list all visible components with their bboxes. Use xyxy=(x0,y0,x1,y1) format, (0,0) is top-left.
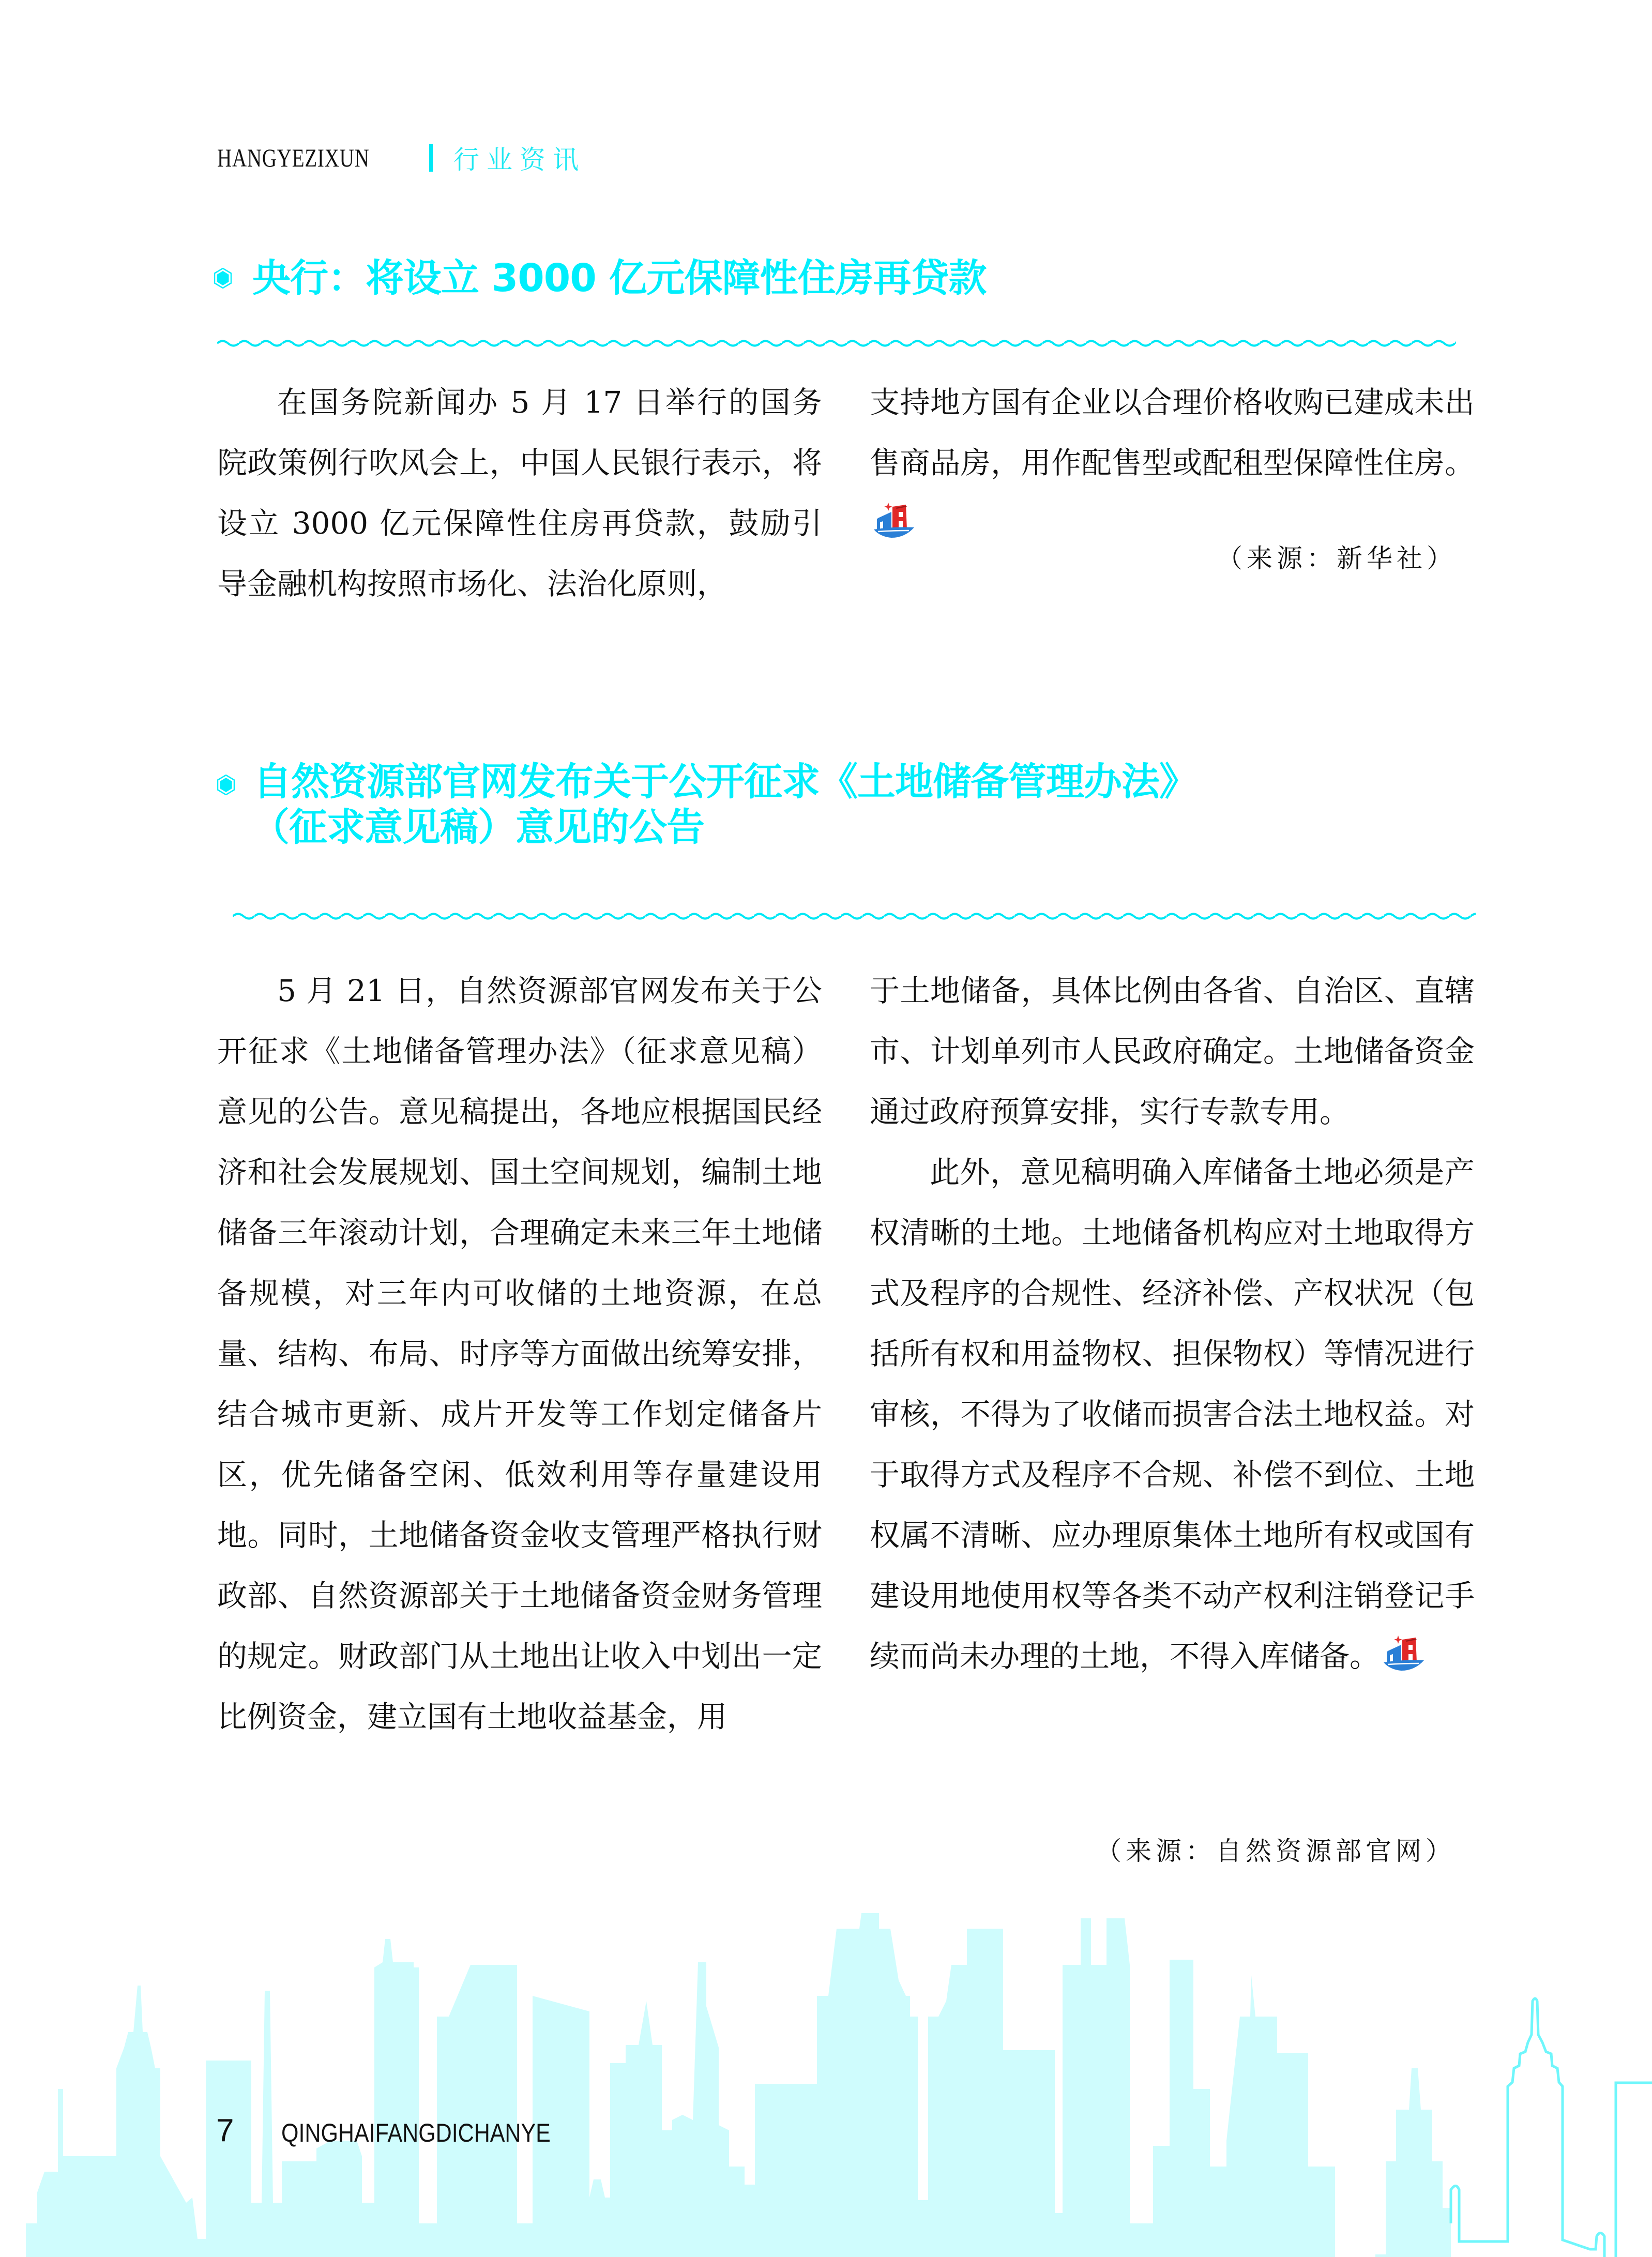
section-name-english: HANGYEZIXUN xyxy=(217,143,370,172)
paragraph xyxy=(870,372,1475,554)
article-2-source: （来源：自然资源部官网） xyxy=(1096,1836,1456,1866)
paragraph: 在国务院新闻办 5 月 17 日举行的国务院政策例行吹风会上，中国人民银行表示，将设立 3000 亿元保障性住房再贷款，鼓励引导金融机构按照市场化、法治化原则， xyxy=(217,385,822,601)
title-line: （征求意见稿）意见的公告 xyxy=(251,805,704,850)
article-1-source: （来源：新华社） xyxy=(1217,543,1457,573)
wavy-divider xyxy=(217,338,1456,349)
house-logo-icon xyxy=(873,501,915,539)
title-line: 央行：将设立 3000 亿元保障性住房再贷款 xyxy=(252,256,987,300)
city-skyline-decoration xyxy=(0,1913,1652,2257)
hexagon-bullet-icon xyxy=(214,268,232,289)
paragraph: 5 月 21 日，自然资源部官网发布关于公开征求《土地储备管理办法》（征求意见稿）意见的公告。意见稿提出，各地应根据国民经济和社会发展规划、国土空间规划，编制土地储备三年滚动计划，合理确定未来三年土地储备规模，对三年内可收储的土地资源，在总量、结构、布局、时序等方面做出统筹安排，结合城市更新、成片开发等工作划定储备片区，优先储备空闲、低效利用等存量建设用地。同时，土地储备资金收支管理严格执行财政部、自然资源部关于土地储备资金财务管理的规定。财政部门从土地出让收入中划出一定比例资金，建立国有土地收益基金，用 xyxy=(217,973,822,1734)
article-1-title xyxy=(252,255,986,301)
paragraph xyxy=(870,1142,1475,1687)
running-header xyxy=(217,140,586,176)
article-1-left-column xyxy=(217,372,822,614)
title-line: 自然资源部官网发布关于公开征求《土地储备管理办法》 xyxy=(253,760,1197,804)
paragraph: 于土地储备，具体比例由各省、自治区、直辖市、计划单列市人民政府确定。土地储备资金通过政府预算安排，实行专款专用。 xyxy=(870,973,1475,1129)
magazine-name: QINGHAIFANGDICHANYE xyxy=(281,2118,551,2147)
paragraph-text: 支持地方国有企业以合理价格收购已建成未出售商品房，用作配售型或配租型保障性住房。 xyxy=(870,385,1475,480)
article-1-right-column xyxy=(870,372,1475,554)
header-divider-bar xyxy=(429,144,433,172)
article-2-title xyxy=(253,759,1197,850)
hexagon-bullet-icon xyxy=(217,775,235,795)
section-name-chinese: 行业资讯 xyxy=(453,145,586,175)
page-number: 7 xyxy=(216,2113,234,2148)
wavy-divider xyxy=(233,911,1476,921)
paragraph-text: 此外，意见稿明确入库储备土地必须是产权清晰的土地。土地储备机构应对土地取得方式及程序的合规性、经济补偿、产权状况（包括所有权和用益物权、担保物权）等情况进行审核，不得为了收储而损害合法土地权益。对于取得方式及程序不合规、补偿不到位、土地权属不清晰、应办理原集体土地所有权或国有建设用地使用权等各类不动产权利注销登记手续而尚未办理的土地，不得入库储备。 xyxy=(870,1155,1475,1674)
house-logo-icon xyxy=(1383,1633,1425,1672)
article-2-right-column xyxy=(870,961,1475,1687)
article-2-left-column xyxy=(217,961,822,1747)
